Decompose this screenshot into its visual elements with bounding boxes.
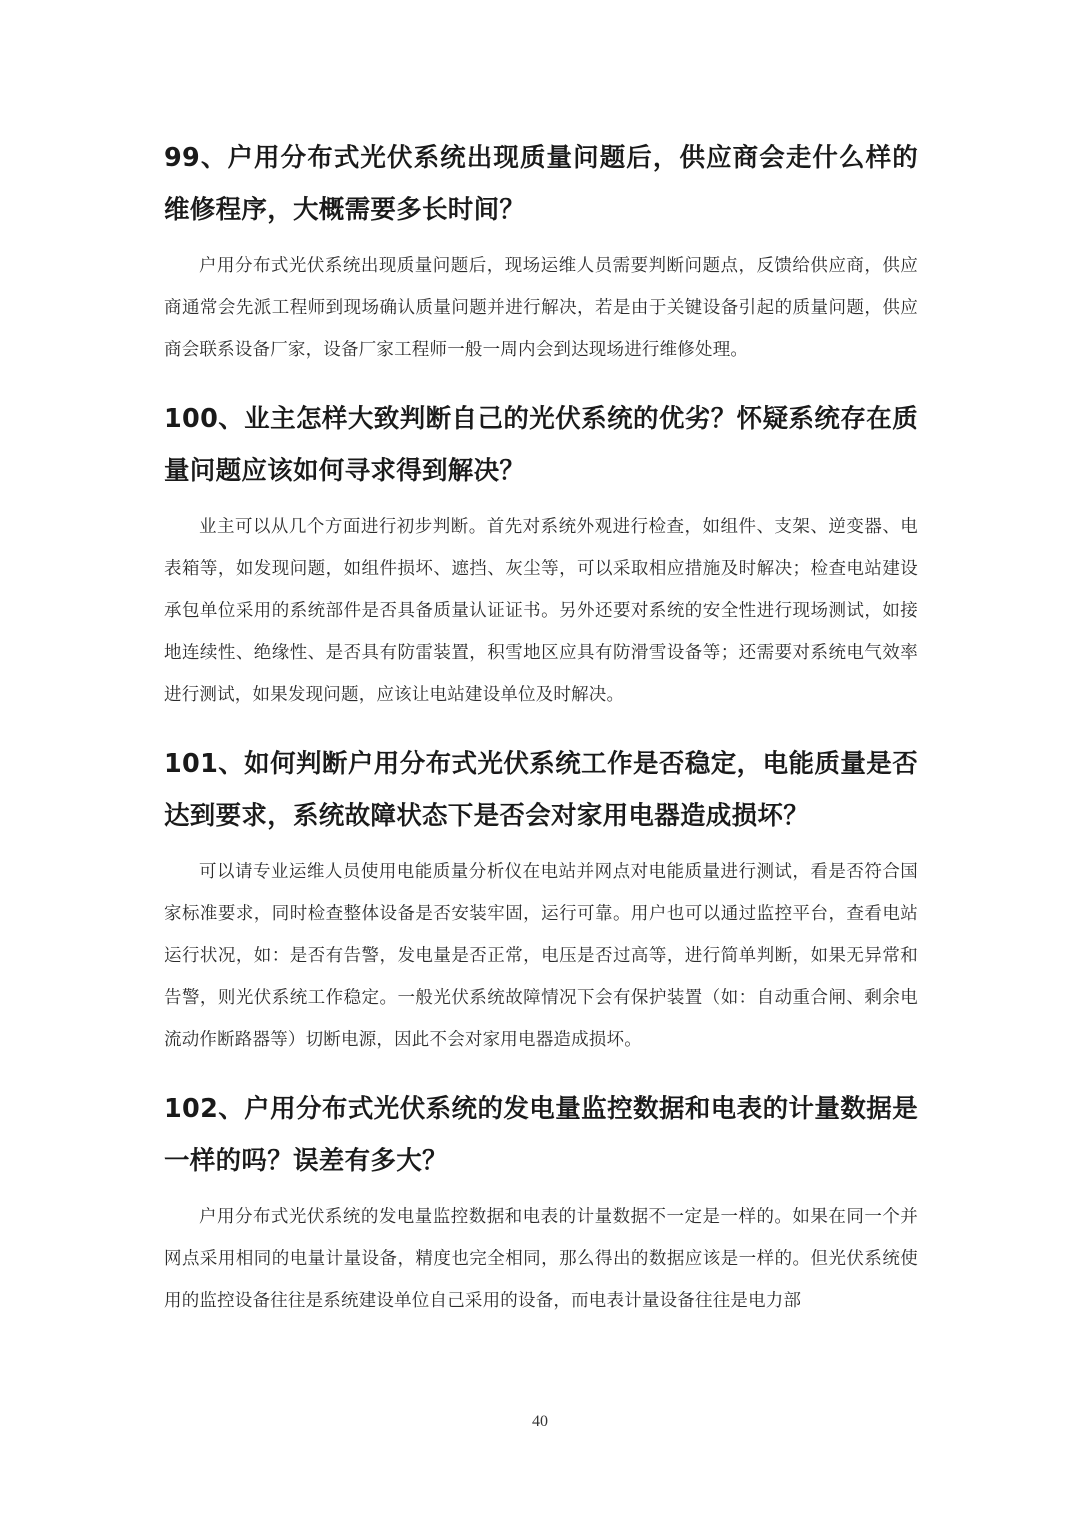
qa-section-101 xyxy=(164,738,918,1061)
qa-section-102 xyxy=(164,1083,918,1322)
qa-section-100 xyxy=(164,393,918,716)
question-heading: 101、如何判断户用分布式光伏系统工作是否稳定，电能质量是否达到要求，系统故障状态下是否会对家用电器造成损坏？ xyxy=(164,749,918,831)
qa-section-99 xyxy=(164,132,918,371)
page-content xyxy=(164,132,918,1322)
answer-paragraph: 业主可以从几个方面进行初步判断。首先对系统外观进行检查，如组件、支架、逆变器、电表箱等，如发现问题，如组件损坏、遮挡、灰尘等，可以采取相应措施及时解决；检查电站建设承包单位采用的系统部件是否具备质量认证证书。另外还要对系统的安全性进行现场测试，如接地连续性、绝缘性、是否具有防雷装置，积雪地区应具有防滑雪设备等；还需要对系统电气效率进行测试，如果发现问题，应该让电站建设单位及时解决。 xyxy=(164,517,918,705)
question-heading: 102、户用分布式光伏系统的发电量监控数据和电表的计量数据是一样的吗？误差有多大？ xyxy=(164,1094,918,1176)
answer-paragraph: 户用分布式光伏系统出现质量问题后，现场运维人员需要判断问题点，反馈给供应商，供应商通常会先派工程师到现场确认质量问题并进行解决，若是由于关键设备引起的质量问题，供应商会联系设备厂家，设备厂家工程师一般一周内会到达现场进行维修处理。 xyxy=(164,256,918,360)
answer-paragraph: 可以请专业运维人员使用电能质量分析仪在电站并网点对电能质量进行测试，看是否符合国家标准要求，同时检查整体设备是否安装牢固，运行可靠。用户也可以通过监控平台，查看电站运行状况，如：是否有告警，发电量是否正常，电压是否过高等，进行简单判断，如果无异常和告警，则光伏系统工作稳定。一般光伏系统故障情况下会有保护装置（如：自动重合闸、剩余电流动作断路器等）切断电源，因此不会对家用电器造成损坏。 xyxy=(164,862,918,1050)
question-heading: 100、业主怎样大致判断自己的光伏系统的优劣？怀疑系统存在质量问题应该如何寻求得到解决？ xyxy=(164,404,918,486)
page-number: 40 xyxy=(532,1413,548,1430)
question-heading: 99、户用分布式光伏系统出现质量问题后，供应商会走什么样的维修程序，大概需要多长时间？ xyxy=(164,143,918,225)
answer-paragraph: 户用分布式光伏系统的发电量监控数据和电表的计量数据不一定是一样的。如果在同一个并网点采用相同的电量计量设备，精度也完全相同，那么得出的数据应该是一样的。但光伏系统使用的监控设备往往是系统建设单位自己采用的设备，而电表计量设备往往是电力部 xyxy=(164,1207,918,1311)
